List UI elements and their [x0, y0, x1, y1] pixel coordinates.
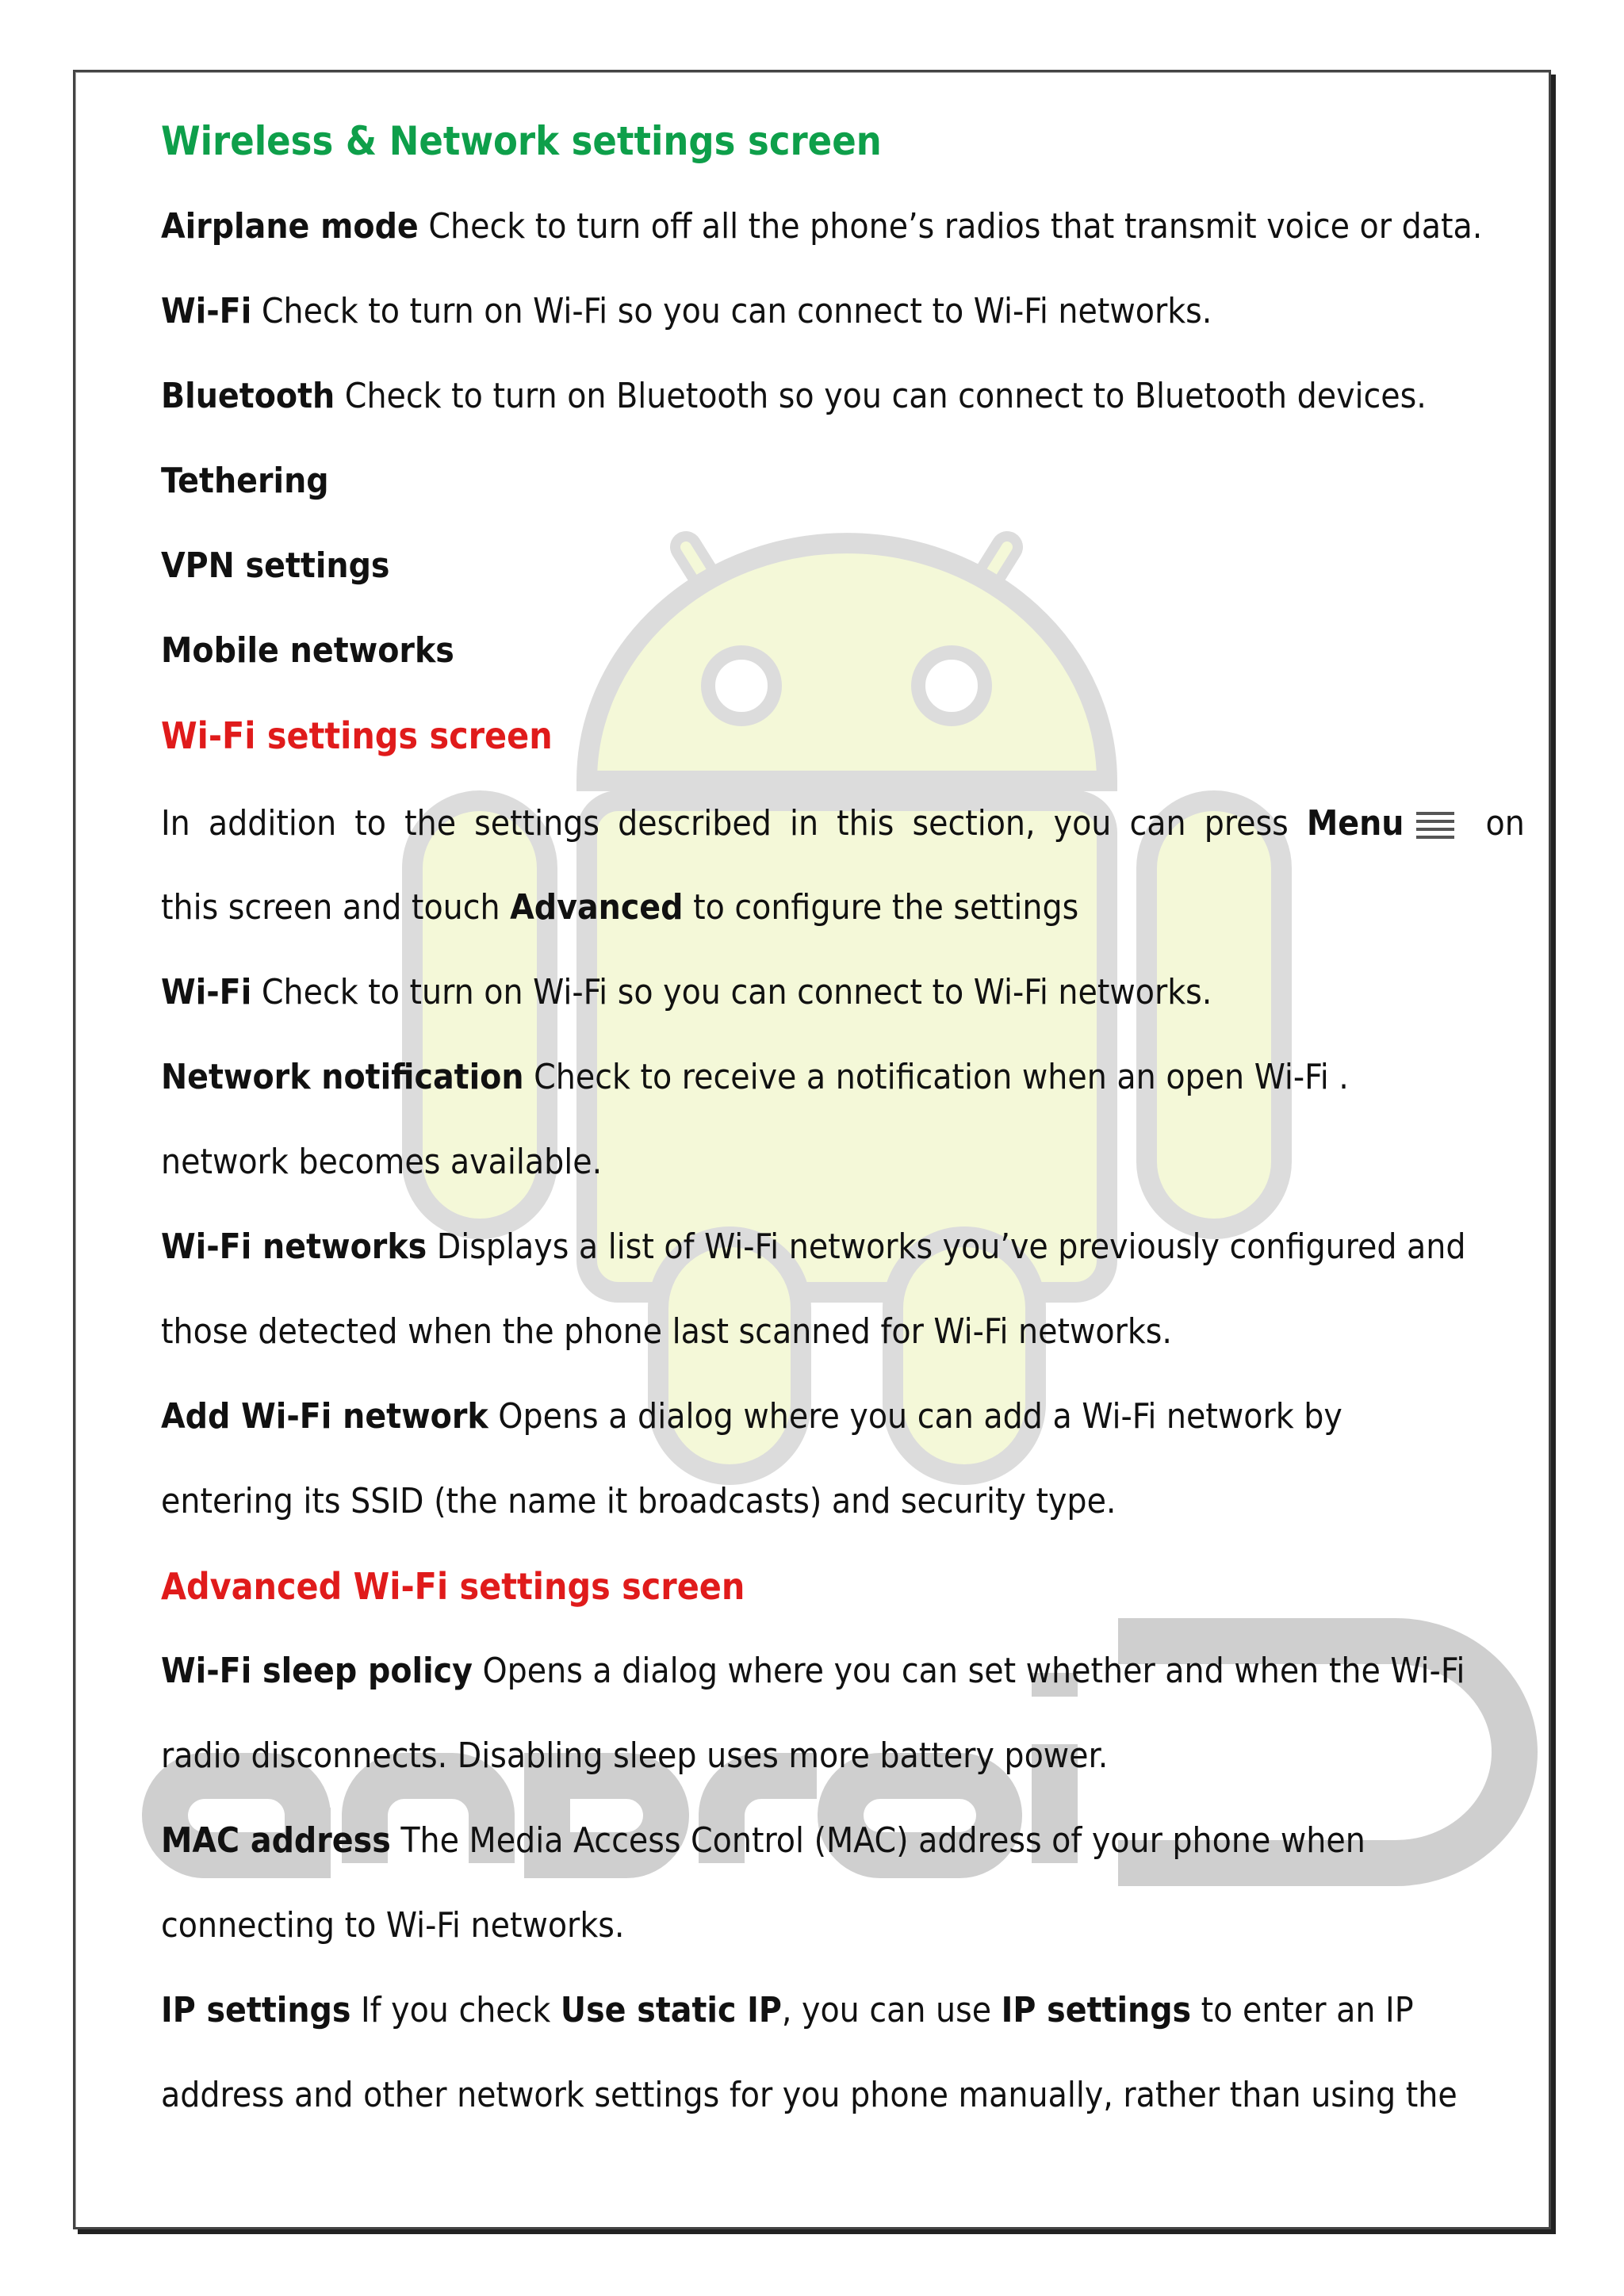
- term-vpn-settings: VPN settings: [161, 545, 390, 586]
- item-ip-settings: [161, 1987, 1525, 2034]
- intro-word: settings: [474, 803, 600, 844]
- item-network-notification: [161, 1054, 1525, 1101]
- menu-icon: [1415, 809, 1456, 842]
- item-wifi-sleep-policy: [161, 1647, 1525, 1695]
- term-add-wifi-network: Add Wi-Fi network: [161, 1396, 488, 1437]
- intro-word: can: [1129, 803, 1186, 844]
- item-vpn-settings: [161, 542, 1525, 590]
- term-advanced: Advanced: [510, 887, 684, 928]
- item-network-notification-cont: network becomes available.: [161, 1142, 603, 1182]
- term-use-static-ip: Use static IP: [560, 1990, 782, 2030]
- intro-word: section,: [912, 803, 1036, 844]
- intro-word: described: [618, 803, 772, 844]
- wifi-intro-line-1: [161, 800, 1525, 848]
- intro-word: in: [789, 803, 819, 844]
- intro-word: to: [354, 803, 387, 844]
- term-ip-settings-2: IP settings: [1001, 1990, 1192, 2030]
- intro-line2-post: to configure the settings: [683, 887, 1079, 928]
- term-ip-settings: IP settings: [161, 1990, 351, 2030]
- intro-word: on: [1485, 803, 1525, 844]
- item-mobile-networks: [161, 627, 1525, 675]
- item-wifi-toggle: [161, 969, 1525, 1016]
- item-ip-settings-cont: address and other network settings for you phone manually, rather than using the: [161, 2075, 1457, 2115]
- desc-wifi-sleep-policy: Opens a dialog where you can set whether and when the Wi-Fi: [472, 1651, 1465, 1691]
- item-tethering: [161, 457, 1525, 505]
- item-wifi: [161, 288, 1525, 335]
- wifi-intro-line-2: [161, 884, 1525, 932]
- item-wifi-sleep-policy-cont: radio disconnects. Disabling sleep uses more battery power.: [161, 1735, 1109, 1776]
- desc-wifi-networks: Displays a list of Wi-Fi networks you’ve previously configured and: [427, 1226, 1466, 1267]
- item-mac-address: [161, 1817, 1525, 1865]
- item-bluetooth: [161, 373, 1525, 420]
- desc-ip-c: to enter an IP: [1191, 1990, 1414, 2030]
- desc-airplane-mode: Check to turn off all the phone’s radios that transmit voice or data.: [418, 206, 1483, 247]
- term-wifi-2: Wi-Fi: [161, 972, 252, 1012]
- item-wifi-networks-cont: those detected when the phone last scanned for Wi-Fi networks.: [161, 1311, 1172, 1352]
- intro-line2-pre: this screen and touch: [161, 887, 511, 928]
- desc-add-wifi-network: Opens a dialog where you can add a Wi-Fi network by: [488, 1396, 1342, 1437]
- heading-advanced-wifi: Advanced Wi-Fi settings screen: [161, 1565, 745, 1608]
- intro-word: the: [404, 803, 457, 844]
- term-mac-address: MAC address: [161, 1820, 391, 1861]
- intro-word: In: [161, 803, 190, 844]
- item-mac-address-cont: connecting to Wi-Fi networks.: [161, 1905, 625, 1946]
- intro-word: press: [1204, 803, 1289, 844]
- desc-wifi: Check to turn on Wi-Fi so you can connect to Wi-Fi networks.: [251, 291, 1212, 331]
- desc-ip-a: If you check: [350, 1990, 561, 2030]
- intro-word: addition: [208, 803, 337, 844]
- heading-wireless: Wireless & Network settings screen: [161, 118, 882, 164]
- desc-ip-b: , you can use: [781, 1990, 1002, 2030]
- term-bluetooth: Bluetooth: [161, 376, 335, 416]
- term-mobile-networks: Mobile networks: [161, 630, 454, 671]
- term-wifi: Wi-Fi: [161, 291, 252, 331]
- item-wifi-networks: [161, 1223, 1525, 1271]
- term-menu: Menu: [1306, 803, 1404, 844]
- desc-bluetooth: Check to turn on Bluetooth so you can connect to Bluetooth devices.: [335, 376, 1427, 416]
- item-airplane-mode: [161, 203, 1525, 251]
- term-wifi-networks: Wi-Fi networks: [161, 1226, 427, 1267]
- term-airplane-mode: Airplane mode: [161, 206, 419, 247]
- desc-network-notification: Check to receive a notification when an open Wi-Fi .: [523, 1057, 1349, 1097]
- menu-with-icon: [1307, 800, 1468, 848]
- intro-word: this: [837, 803, 894, 844]
- item-add-wifi-network-cont: entering its SSID (the name it broadcasts) and security type.: [161, 1481, 1116, 1521]
- heading-wifi-settings: Wi-Fi settings screen: [161, 714, 553, 757]
- term-tethering: Tethering: [161, 461, 329, 501]
- desc-wifi-2: Check to turn on Wi-Fi so you can connect to Wi-Fi networks.: [251, 972, 1212, 1012]
- intro-word: you: [1053, 803, 1112, 844]
- item-add-wifi-network: [161, 1393, 1525, 1441]
- term-network-notification: Network notification: [161, 1057, 524, 1097]
- desc-mac-address: The Media Access Control (MAC) address of your phone when: [390, 1820, 1365, 1861]
- term-wifi-sleep-policy: Wi-Fi sleep policy: [161, 1651, 473, 1691]
